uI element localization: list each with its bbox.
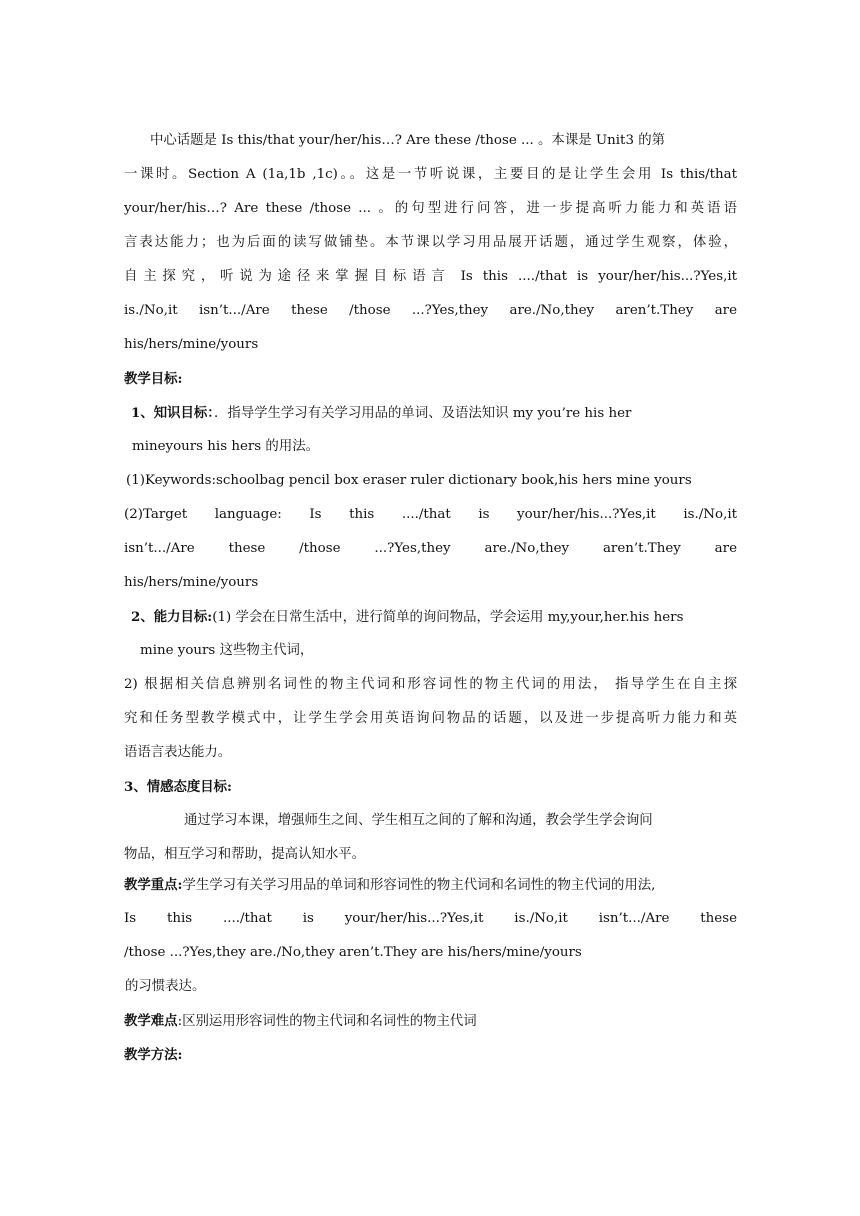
keywords-line: (1)Keywords:schoolbag pencil box eraser ruler dictionary book,his hers mine yours [126,473,692,488]
ability-objective-line: 2) 根据相关信息辨别名词性的物主代词和形容词性的物主代词的用法， 指导学生在自主探 [124,677,737,692]
knowledge-objective-text: ．指导学生学习有关学习用品的单词、及语法知识 my you’re his her [213,406,632,421]
intro-line: 中心话题是 Is this/that your/her/his…? Are these /those ... 。本课是 Unit3 的第 [150,133,665,148]
objectives-heading: 教学目标: [124,371,183,387]
target-language-line: isn’t.../Are these /those ...?Yes,they are./No,they aren’t.They are [124,541,737,556]
ability-objective-line: 究和任务型教学模式中，让学生学会用英语询问物品的话题，以及进一步提高听力能力和英 [124,711,737,726]
difficulty-label: 教学难点 [124,1013,178,1029]
intro-line: 一课时。Section A (1a,1b ,1c)。。这是一节听说课，主要目的是让学生会用 Is this/that [124,167,737,182]
key-points-line: Is this ..../that is your/her/his...?Yes,it is./No,it isn’t.../Are these [124,911,737,926]
ability-objective-text: (1) 学会在日常生活中，进行简单的询问物品，学会运用 my,your,her.his hers [212,610,684,625]
intro-line: your/her/his…? Are these /those ... 。的句型进行问答，进一步提高听力能力和英语语 [124,201,737,216]
knowledge-objective-line: mineyours his hers 的用法。 [132,439,319,454]
ability-objective-line: mine yours 这些物主代词， [140,643,314,658]
ability-objective-label: 2、能力目标: [131,609,213,625]
key-points-line: 的习惯表达。 [125,979,206,994]
difficulty-line [124,1004,737,1038]
emotion-objective-line: 物品，相互学习和帮助，提高认知水平。 [124,847,366,862]
emotion-objective-line: 通过学习本课，增强师生之间、学生相互之间的了解和沟通，教会学生学会询问 [184,813,653,828]
ability-objective-line [131,600,737,634]
key-points-line: /those ...?Yes,they are./No,they aren’t.They are his/hers/mine/yours [124,945,582,960]
target-language-line: his/hers/mine/yours [124,575,259,590]
intro-line: 自主探究，听说为途径来掌握目标语言 Is this ..../that is your/her/his...?Yes,it [124,269,737,284]
intro-line: his/hers/mine/yours [124,337,259,352]
knowledge-objective-line [131,396,737,430]
key-points-text: 学生学习有关学习用品的单词和形容词性的物主代词和名词性的物主代词的用法, [182,878,656,893]
emotion-objective-label: 3、情感态度目标: [124,779,232,795]
intro-line: 言表达能力；也为后面的读写做铺垫。本节课以学习用品展开话题，通过学生观察，体验， [124,235,737,250]
target-language-line: (2)Target language: Is this ..../that is your/her/his...?Yes,it is./No,it [124,507,737,522]
knowledge-objective-label: 1、知识目标： [131,405,214,421]
ability-objective-line: 语语言表达能力。 [124,745,232,760]
key-points-label: 教学重点: [124,877,183,893]
key-points-line [124,868,737,902]
methods-heading: 教学方法: [124,1047,183,1063]
intro-line: is./No,it isn’t.../Are these /those ...?Yes,they are./No,they aren’t.They are [124,303,737,318]
difficulty-text: :区别运用形容词性的物主代词和名词性的物主代词 [177,1014,477,1029]
